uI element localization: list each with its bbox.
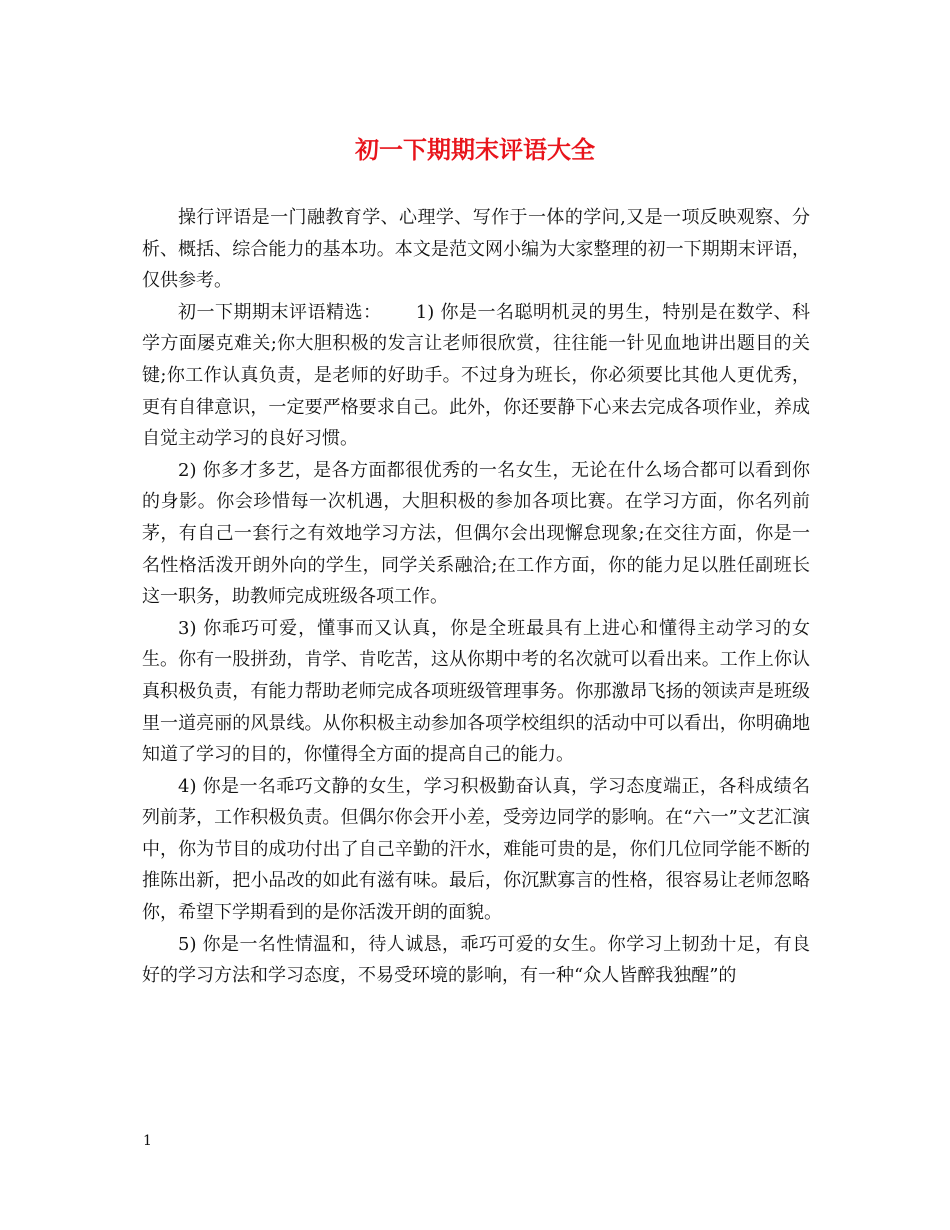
paragraph-comment-3: 3) 你乖巧可爱，懂事而又认真，你是全班最具有上进心和懂得主动学习的女生。你有一股拼劲，肯学、肯吃苦，这从你期中考的名次就可以看出来。工作上你认真积极负责，有能力帮助老师完成各项班级管理事务。你那激昂飞扬的领读声是班级里一道亮丽的风景线。从你积极主动参加各项学校组织的活动中可以看出，你明确地知道了学习的目的，你懂得全方面的提高自己的能力。 — [142, 617, 810, 766]
paragraph-comment-5: 5) 你是一名性情温和，待人诚恳，乖巧可爱的女生。你学习上韧劲十足，有良好的学习方法和学习态度，不易受环境的影响，有一种“众人皆醉我独醒”的 — [142, 933, 810, 987]
page-number: 1 — [143, 1133, 152, 1149]
document-body — [142, 202, 810, 992]
document-title: 初一下期期末评语大全 — [355, 136, 595, 164]
paragraph-comment-4: 4) 你是一名乖巧文静的女生，学习积极勤奋认真，学习态度端正，各科成绩名列前茅，工作积极负责。但偶尔你会开小差，受旁边同学的影响。在“六一”文艺汇演中，你为节目的成功付出了自己辛勤的汗水，难能可贵的是，你们几位同学能不断的推陈出新，把小品改的如此有滋有味。最后，你沉默寡言的性格，很容易让老师忽略你，希望下学期看到的是你活泼开朗的面貌。 — [142, 775, 810, 924]
paragraph-comment-1: 初一下期期末评语精选： 1) 你是一名聪明机灵的男生，特别是在数学、科学方面屡克难关;你大胆积极的发言让老师很欣赏，往往能一针见血地讲出题目的关键;你工作认真负责，是老师的好助手。不过身为班长，你必须要比其他人更优秀，更有自律意识，一定要严格要求自己。此外，你还要静下心来去完成各项作业，养成自觉主动学习的良好习惯。 — [142, 301, 810, 450]
paragraph-intro: 操行评语是一门融教育学、心理学、写作于一体的学问,又是一项反映观察、分析、概括、综合能力的基本功。本文是范文网小编为大家整理的初一下期期末评语，仅供参考。 — [142, 207, 810, 292]
paragraph-comment-2: 2) 你多才多艺，是各方面都很优秀的一名女生，无论在什么场合都可以看到你的身影。你会珍惜每一次机遇，大胆积极的参加各项比赛。在学习方面，你名列前茅，有自己一套行之有效地学习方法，但偶尔会出现懈怠现象;在交往方面，你是一名性格活泼开朗外向的学生，同学关系融洽;在工作方面，你的能力足以胜任副班长这一职务，助教师完成班级各项工作。 — [142, 459, 810, 608]
